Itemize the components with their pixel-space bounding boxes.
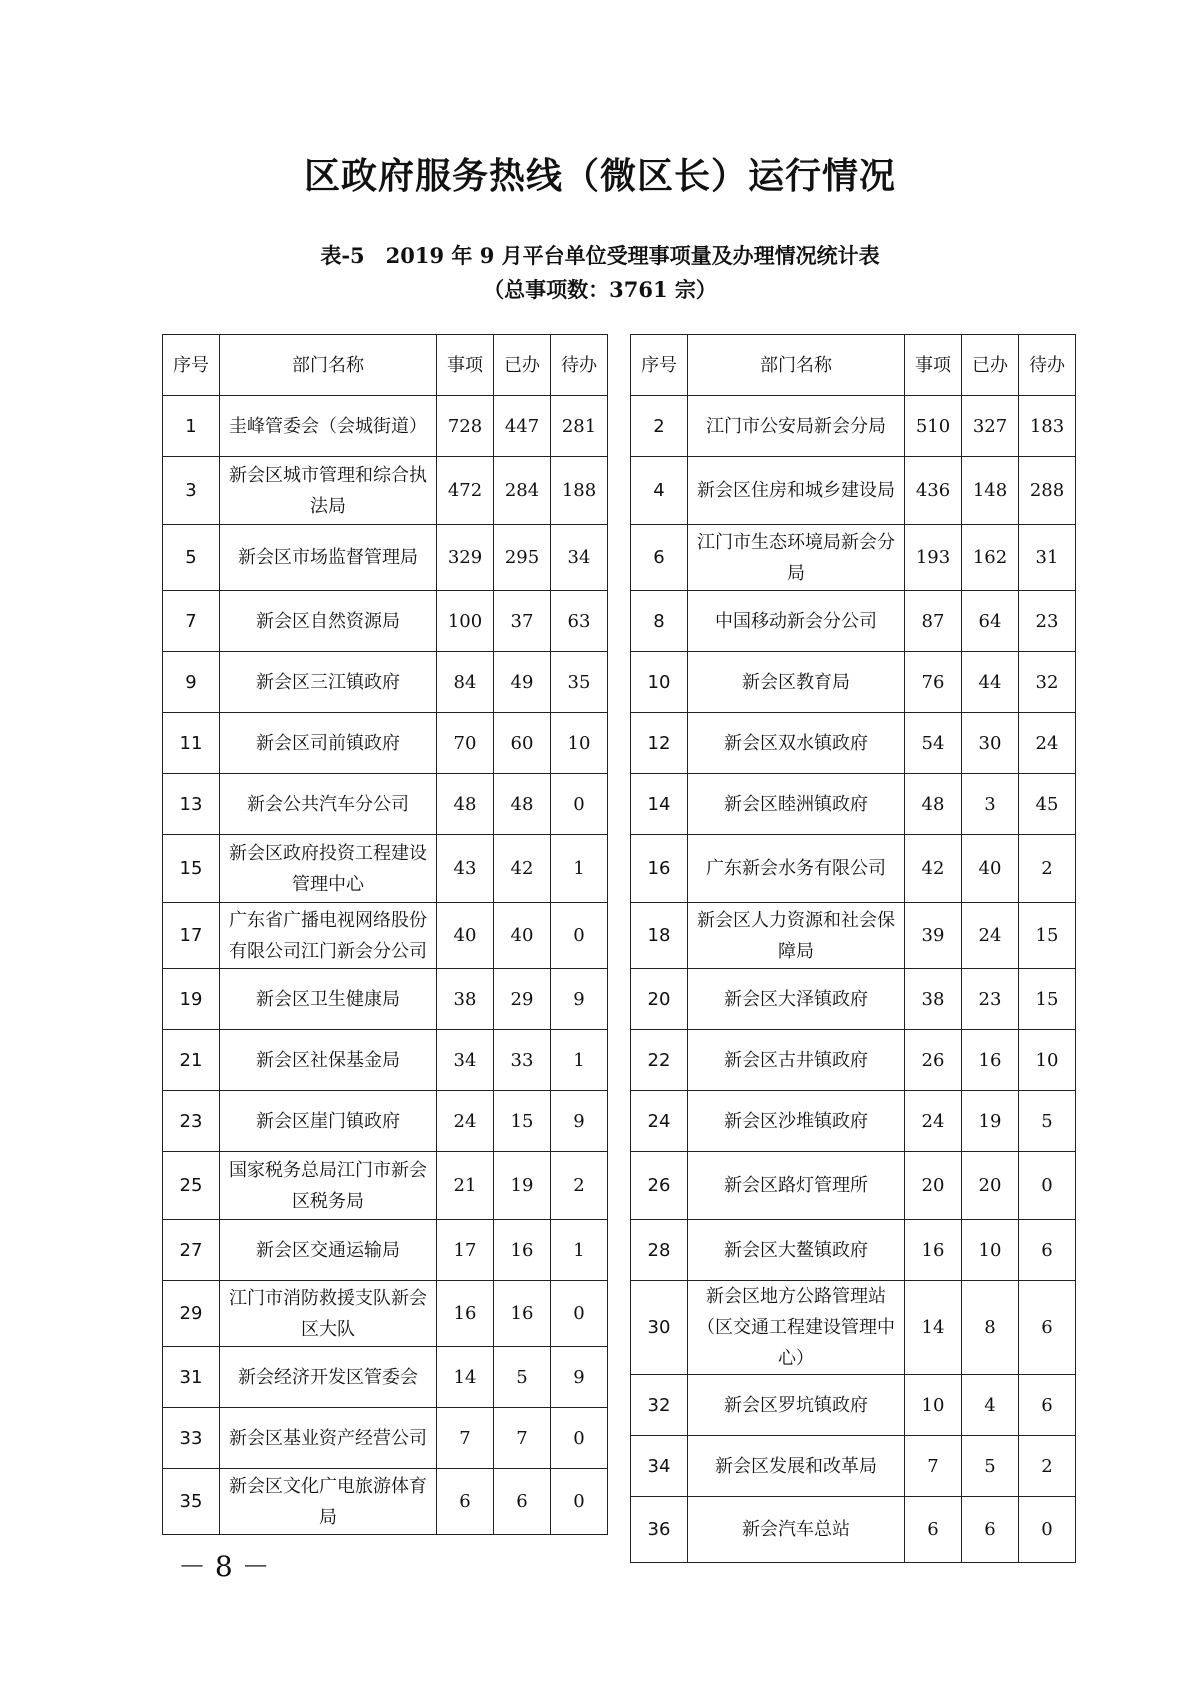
table-row <box>163 525 608 591</box>
pending-count: 9 <box>551 969 608 1030</box>
pending-count: 10 <box>1019 1030 1076 1091</box>
dept-name: 新会区睦洲镇政府 <box>688 774 905 835</box>
done-count: 284 <box>494 457 551 525</box>
table-row <box>631 713 1076 774</box>
pending-count: 34 <box>551 525 608 591</box>
table-row <box>163 591 608 652</box>
dept-name: 新会经济开发区管委会 <box>220 1347 437 1408</box>
item-count: 24 <box>437 1091 494 1152</box>
pending-count: 0 <box>551 1469 608 1535</box>
item-count: 17 <box>437 1220 494 1281</box>
header-done: 已办 <box>494 335 551 396</box>
pending-count: 0 <box>551 1281 608 1347</box>
table-row <box>163 396 608 457</box>
item-count: 70 <box>437 713 494 774</box>
done-count: 16 <box>962 1030 1019 1091</box>
dept-name: 新会区教育局 <box>688 652 905 713</box>
pending-count: 15 <box>1019 969 1076 1030</box>
done-count: 60 <box>494 713 551 774</box>
table-row <box>631 591 1076 652</box>
done-count: 447 <box>494 396 551 457</box>
dept-name: 江门市消防救援支队新会区大队 <box>220 1281 437 1347</box>
table-row <box>631 774 1076 835</box>
row-index: 27 <box>163 1220 220 1281</box>
pending-count: 1 <box>551 1030 608 1091</box>
dept-name: 新会区社保基金局 <box>220 1030 437 1091</box>
pending-count: 1 <box>551 835 608 903</box>
done-count: 15 <box>494 1091 551 1152</box>
header-total: 事项 <box>437 335 494 396</box>
header-pending: 待办 <box>551 335 608 396</box>
item-count: 21 <box>437 1152 494 1220</box>
table-row <box>163 1220 608 1281</box>
pending-count: 288 <box>1019 457 1076 525</box>
dept-name: 新会区地方公路管理站（区交通工程建设管理中心） <box>688 1281 905 1375</box>
done-count: 49 <box>494 652 551 713</box>
table-row <box>163 1091 608 1152</box>
pending-count: 31 <box>1019 525 1076 591</box>
table-row <box>631 652 1076 713</box>
done-count: 19 <box>494 1152 551 1220</box>
pending-count: 188 <box>551 457 608 525</box>
done-count: 10 <box>962 1220 1019 1281</box>
dept-name: 新会区交通运输局 <box>220 1220 437 1281</box>
row-index: 21 <box>163 1030 220 1091</box>
pending-count: 6 <box>1019 1220 1076 1281</box>
dept-name: 国家税务总局江门市新会区税务局 <box>220 1152 437 1220</box>
pending-count: 1 <box>551 1220 608 1281</box>
pending-count: 6 <box>1019 1375 1076 1436</box>
done-count: 6 <box>962 1497 1019 1563</box>
table-row <box>631 969 1076 1030</box>
pending-count: 2 <box>551 1152 608 1220</box>
pending-count: 9 <box>551 1091 608 1152</box>
pending-count: 9 <box>551 1347 608 1408</box>
header-index: 序号 <box>163 335 220 396</box>
row-index: 9 <box>163 652 220 713</box>
table-body-right <box>631 396 1076 1563</box>
row-index: 23 <box>163 1091 220 1152</box>
item-count: 100 <box>437 591 494 652</box>
dept-name: 新会区住房和城乡建设局 <box>688 457 905 525</box>
item-count: 42 <box>905 835 962 903</box>
table-row <box>163 903 608 969</box>
table-row <box>631 1281 1076 1375</box>
done-count: 148 <box>962 457 1019 525</box>
row-index: 25 <box>163 1152 220 1220</box>
row-index: 7 <box>163 591 220 652</box>
dept-name: 江门市生态环境局新会分局 <box>688 525 905 591</box>
table-row <box>631 1436 1076 1497</box>
row-index: 4 <box>631 457 688 525</box>
pending-count: 63 <box>551 591 608 652</box>
pending-count: 2 <box>1019 835 1076 903</box>
done-count: 44 <box>962 652 1019 713</box>
item-count: 87 <box>905 591 962 652</box>
row-index: 11 <box>163 713 220 774</box>
done-count: 7 <box>494 1408 551 1469</box>
table-row <box>163 713 608 774</box>
item-count: 39 <box>905 903 962 969</box>
done-count: 19 <box>962 1091 1019 1152</box>
row-index: 20 <box>631 969 688 1030</box>
table-row <box>163 1281 608 1347</box>
done-count: 30 <box>962 713 1019 774</box>
dept-name: 新会区卫生健康局 <box>220 969 437 1030</box>
done-count: 6 <box>494 1469 551 1535</box>
item-count: 48 <box>437 774 494 835</box>
row-index: 8 <box>631 591 688 652</box>
item-count: 7 <box>437 1408 494 1469</box>
dept-name: 新会区文化广电旅游体育局 <box>220 1469 437 1535</box>
table-caption: 表-5 2019 年 9 月平台单位受理事项量及办理情况统计表 <box>320 243 880 268</box>
row-index: 28 <box>631 1220 688 1281</box>
done-count: 16 <box>494 1281 551 1347</box>
table-row <box>163 457 608 525</box>
pending-count: 0 <box>1019 1497 1076 1563</box>
item-count: 14 <box>905 1281 962 1375</box>
dept-name: 新会区基业资产经营公司 <box>220 1408 437 1469</box>
table-row <box>631 1497 1076 1563</box>
done-count: 8 <box>962 1281 1019 1375</box>
row-index: 16 <box>631 835 688 903</box>
header-index: 序号 <box>631 335 688 396</box>
page-title: 区政府服务热线（微区长）运行情况 <box>303 155 896 197</box>
pending-count: 32 <box>1019 652 1076 713</box>
dept-name: 新会区城市管理和综合执法局 <box>220 457 437 525</box>
pending-count: 183 <box>1019 396 1076 457</box>
done-count: 16 <box>494 1220 551 1281</box>
done-count: 5 <box>494 1347 551 1408</box>
item-count: 24 <box>905 1091 962 1152</box>
dept-name: 新会公共汽车分公司 <box>220 774 437 835</box>
done-count: 42 <box>494 835 551 903</box>
pending-count: 0 <box>551 774 608 835</box>
row-index: 5 <box>163 525 220 591</box>
dept-name: 新会区古井镇政府 <box>688 1030 905 1091</box>
dept-name: 新会区罗坑镇政府 <box>688 1375 905 1436</box>
item-count: 54 <box>905 713 962 774</box>
dept-name: 新会区发展和改革局 <box>688 1436 905 1497</box>
item-count: 20 <box>905 1152 962 1220</box>
item-count: 76 <box>905 652 962 713</box>
row-index: 26 <box>631 1152 688 1220</box>
done-count: 5 <box>962 1436 1019 1497</box>
table-row <box>163 1469 608 1535</box>
pending-count: 35 <box>551 652 608 713</box>
table-row <box>631 457 1076 525</box>
pending-count: 6 <box>1019 1281 1076 1375</box>
item-count: 26 <box>905 1030 962 1091</box>
item-count: 38 <box>437 969 494 1030</box>
table-row <box>163 1347 608 1408</box>
pending-count: 23 <box>1019 591 1076 652</box>
row-index: 36 <box>631 1497 688 1563</box>
header-pending: 待办 <box>1019 335 1076 396</box>
row-index: 14 <box>631 774 688 835</box>
table-header-row <box>163 335 608 396</box>
item-count: 728 <box>437 396 494 457</box>
row-index: 29 <box>163 1281 220 1347</box>
done-count: 29 <box>494 969 551 1030</box>
table-row <box>631 835 1076 903</box>
pending-count: 281 <box>551 396 608 457</box>
dept-name: 新会区市场监督管理局 <box>220 525 437 591</box>
table-row <box>631 525 1076 591</box>
stats-table-right <box>630 334 1076 1563</box>
row-index: 31 <box>163 1347 220 1408</box>
pending-count: 24 <box>1019 713 1076 774</box>
row-index: 24 <box>631 1091 688 1152</box>
pending-count: 45 <box>1019 774 1076 835</box>
item-count: 43 <box>437 835 494 903</box>
table-row <box>163 652 608 713</box>
table-row <box>631 1220 1076 1281</box>
dept-name: 中国移动新会分公司 <box>688 591 905 652</box>
item-count: 6 <box>437 1469 494 1535</box>
pending-count: 0 <box>551 903 608 969</box>
header-done: 已办 <box>962 335 1019 396</box>
item-count: 40 <box>437 903 494 969</box>
item-count: 329 <box>437 525 494 591</box>
pending-count: 5 <box>1019 1091 1076 1152</box>
done-count: 37 <box>494 591 551 652</box>
dept-name: 江门市公安局新会分局 <box>688 396 905 457</box>
dept-name: 新会区沙堆镇政府 <box>688 1091 905 1152</box>
table-row <box>631 1030 1076 1091</box>
done-count: 3 <box>962 774 1019 835</box>
done-count: 23 <box>962 969 1019 1030</box>
dept-name: 新会区双水镇政府 <box>688 713 905 774</box>
table-row <box>631 903 1076 969</box>
pending-count: 15 <box>1019 903 1076 969</box>
row-index: 10 <box>631 652 688 713</box>
done-count: 20 <box>962 1152 1019 1220</box>
item-count: 6 <box>905 1497 962 1563</box>
row-index: 35 <box>163 1469 220 1535</box>
row-index: 6 <box>631 525 688 591</box>
item-count: 510 <box>905 396 962 457</box>
pending-count: 10 <box>551 713 608 774</box>
dept-name: 新会汽车总站 <box>688 1497 905 1563</box>
table-row <box>163 835 608 903</box>
header-total: 事项 <box>905 335 962 396</box>
item-count: 14 <box>437 1347 494 1408</box>
table-row <box>631 1091 1076 1152</box>
row-index: 19 <box>163 969 220 1030</box>
stats-table-left <box>162 334 608 1535</box>
row-index: 13 <box>163 774 220 835</box>
dept-name: 圭峰管委会（会城街道） <box>220 396 437 457</box>
item-count: 38 <box>905 969 962 1030</box>
page-number: － 8 － <box>178 1550 270 1583</box>
dept-name: 广东新会水务有限公司 <box>688 835 905 903</box>
table-row <box>631 1375 1076 1436</box>
item-count: 84 <box>437 652 494 713</box>
done-count: 64 <box>962 591 1019 652</box>
table-row <box>163 1152 608 1220</box>
table-header-row <box>631 335 1076 396</box>
table-row <box>163 969 608 1030</box>
header-dept: 部门名称 <box>220 335 437 396</box>
pending-count: 0 <box>1019 1152 1076 1220</box>
dept-name: 新会区路灯管理所 <box>688 1152 905 1220</box>
item-count: 7 <box>905 1436 962 1497</box>
header-dept: 部门名称 <box>688 335 905 396</box>
dept-name: 新会区人力资源和社会保障局 <box>688 903 905 969</box>
row-index: 2 <box>631 396 688 457</box>
table-row <box>163 1408 608 1469</box>
item-count: 10 <box>905 1375 962 1436</box>
item-count: 48 <box>905 774 962 835</box>
item-count: 436 <box>905 457 962 525</box>
dept-name: 新会区崖门镇政府 <box>220 1091 437 1152</box>
row-index: 22 <box>631 1030 688 1091</box>
item-count: 16 <box>437 1281 494 1347</box>
dept-name: 新会区司前镇政府 <box>220 713 437 774</box>
table-row <box>163 1030 608 1091</box>
table-body-left <box>163 396 608 1535</box>
row-index: 32 <box>631 1375 688 1436</box>
done-count: 4 <box>962 1375 1019 1436</box>
row-index: 18 <box>631 903 688 969</box>
item-count: 472 <box>437 457 494 525</box>
dept-name: 广东省广播电视网络股份有限公司江门新会分公司 <box>220 903 437 969</box>
dept-name: 新会区三江镇政府 <box>220 652 437 713</box>
pending-count: 2 <box>1019 1436 1076 1497</box>
row-index: 34 <box>631 1436 688 1497</box>
done-count: 295 <box>494 525 551 591</box>
pending-count: 0 <box>551 1408 608 1469</box>
done-count: 24 <box>962 903 1019 969</box>
dept-name: 新会区政府投资工程建设管理中心 <box>220 835 437 903</box>
done-count: 327 <box>962 396 1019 457</box>
done-count: 40 <box>494 903 551 969</box>
item-count: 16 <box>905 1220 962 1281</box>
dept-name: 新会区自然资源局 <box>220 591 437 652</box>
row-index: 12 <box>631 713 688 774</box>
done-count: 162 <box>962 525 1019 591</box>
row-index: 3 <box>163 457 220 525</box>
done-count: 33 <box>494 1030 551 1091</box>
item-count: 34 <box>437 1030 494 1091</box>
dept-name: 新会区大鳌镇政府 <box>688 1220 905 1281</box>
done-count: 40 <box>962 835 1019 903</box>
dept-name: 新会区大泽镇政府 <box>688 969 905 1030</box>
row-index: 17 <box>163 903 220 969</box>
row-index: 30 <box>631 1281 688 1375</box>
item-count: 193 <box>905 525 962 591</box>
table-row <box>631 396 1076 457</box>
row-index: 15 <box>163 835 220 903</box>
row-index: 33 <box>163 1408 220 1469</box>
done-count: 48 <box>494 774 551 835</box>
row-index: 1 <box>163 396 220 457</box>
total-count: （总事项数：3761 宗） <box>483 277 717 302</box>
table-row <box>631 1152 1076 1220</box>
table-row <box>163 774 608 835</box>
